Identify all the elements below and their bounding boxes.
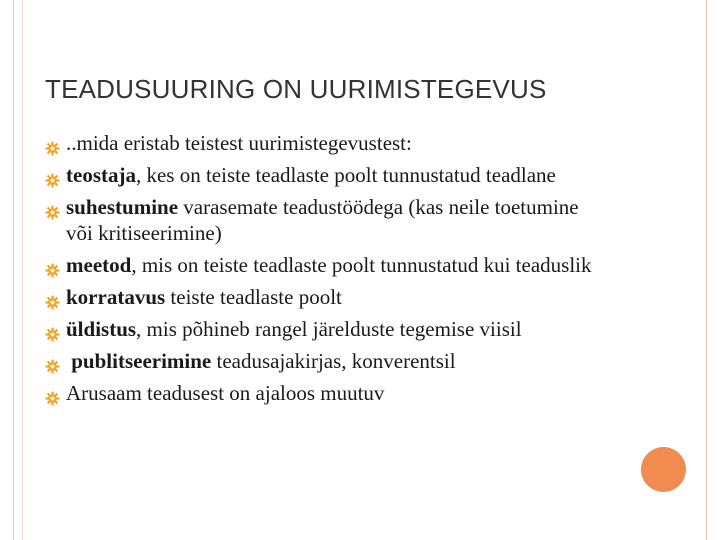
bullet-text: , mis põhineb rangel järelduste tegemise viisil: [136, 317, 522, 341]
bullet-text: ..mida eristab teistest uurimistegevustest:: [66, 131, 412, 155]
gear-icon: [45, 386, 60, 401]
bullet-text: Arusaam teadusest on ajaloos muutuv: [66, 381, 385, 405]
gear-icon: [45, 168, 60, 183]
gear-icon: [45, 322, 60, 337]
list-item: [45, 162, 605, 188]
list-item: [45, 284, 605, 310]
bullet-bold: meetod: [66, 253, 132, 277]
list-item: [45, 130, 605, 156]
bullet-text: , kes on teiste teadlaste poolt tunnustatud teadlane: [135, 163, 556, 187]
decorative-circle: [641, 447, 686, 492]
gear-icon: [45, 258, 60, 273]
list-item: [45, 194, 605, 246]
gear-icon: [45, 200, 60, 215]
bullet-bold: publitseerimine: [66, 349, 212, 373]
bullet-text: , mis on teiste teadlaste poolt tunnustatud kui teaduslik: [131, 253, 592, 277]
bullet-bold: teostaja: [66, 163, 136, 187]
list-item: [45, 348, 605, 374]
gear-icon: [45, 136, 60, 151]
bullet-bold: üldistus: [66, 317, 137, 341]
bullet-text: varasemate teadustöödega (kas neile toetumine või kritiseerimine): [66, 195, 579, 245]
bullet-list: [45, 130, 605, 412]
bullet-text: teiste teadlaste poolt: [165, 285, 342, 309]
slide-title: TEADUSUURING ON UURIMISTEGEVUS: [45, 74, 547, 104]
gear-icon: [45, 290, 60, 305]
gear-icon: [45, 354, 60, 369]
list-item: [45, 316, 605, 342]
list-item: [45, 252, 605, 278]
bullet-bold: suhestumine: [66, 195, 179, 219]
list-item: [45, 380, 605, 406]
bullet-bold: korratavus: [66, 285, 166, 309]
bullet-text: teadusajakirjas, konverentsil: [211, 349, 456, 373]
